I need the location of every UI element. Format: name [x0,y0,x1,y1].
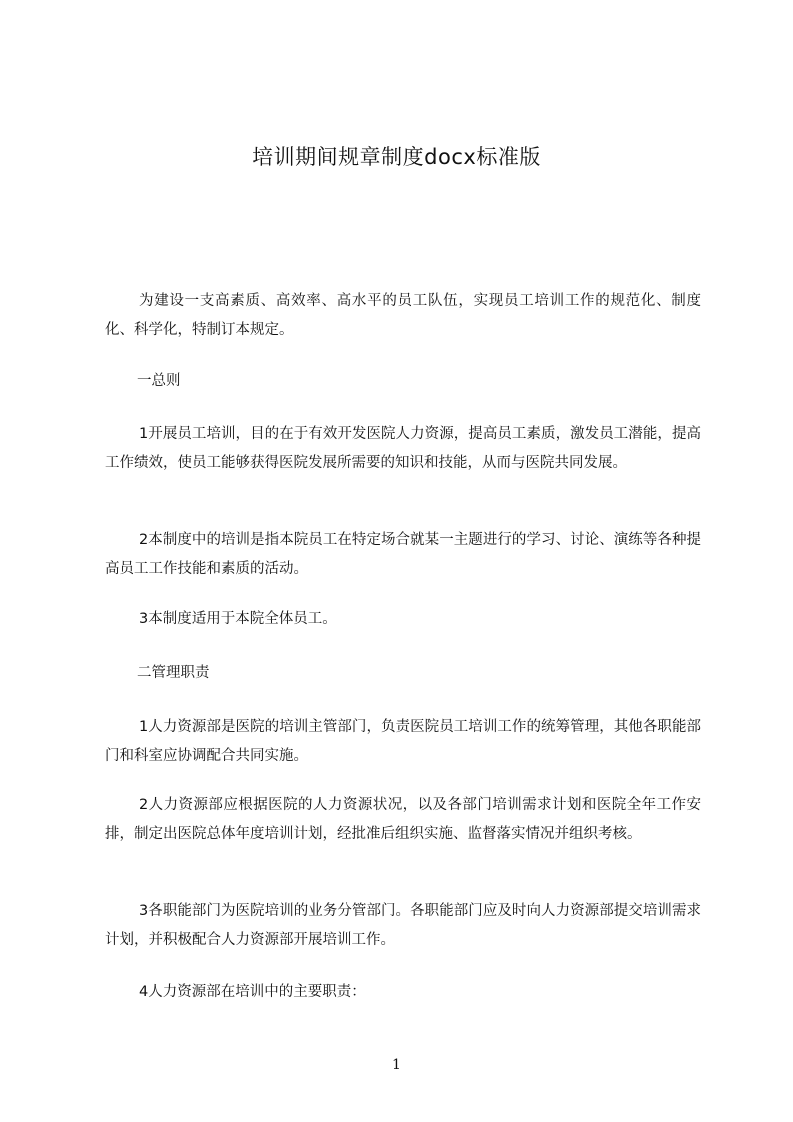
paragraph-general-3: 3本制度适用于本院全体员工。 [139,611,337,627]
paragraph-general-2: 2本制度中的培训是指本院员工在特定场合就某一主题进行的学习、讨论、演练等各种提高员工工作技能和素质的活动。 [105,532,701,577]
paragraph-management-4: 4人力资源部在培训中的主要职责： [139,984,366,1000]
page-number: 1 [392,1057,401,1073]
document-title: 培训期间规章制度docx标准版 [252,145,541,169]
section-heading-general: 一总则 [137,373,181,389]
paragraph-intro: 为建设一支高素质、高效率、高水平的员工队伍，实现员工培训工作的规范化、制度化、科学化，特制订本规定。 [105,293,701,338]
paragraph-management-3: 3各职能部门为医院培训的业务分管部门。各职能部门应及时向人力资源部提交培训需求计划，并积极配合人力资源部开展培训工作。 [105,903,701,948]
paragraph-general-1: 1开展员工培训，目的在于有效开发医院人力资源，提高员工素质，激发员工潜能，提高工作绩效，使员工能够获得医院发展所需要的知识和技能，从而与医院共同发展。 [105,426,701,471]
paragraph-management-2: 2人力资源部应根据医院的人力资源状况，以及各部门培训需求计划和医院全年工作安排，制定出医院总体年度培训计划，经批准后组织实施、监督落实情况并组织考核。 [105,797,701,842]
paragraph-management-1: 1人力资源部是医院的培训主管部门，负责医院员工培训工作的统筹管理，其他各职能部门和科室应协调配合共同实施。 [105,719,701,764]
section-heading-management: 二管理职责 [137,665,210,681]
